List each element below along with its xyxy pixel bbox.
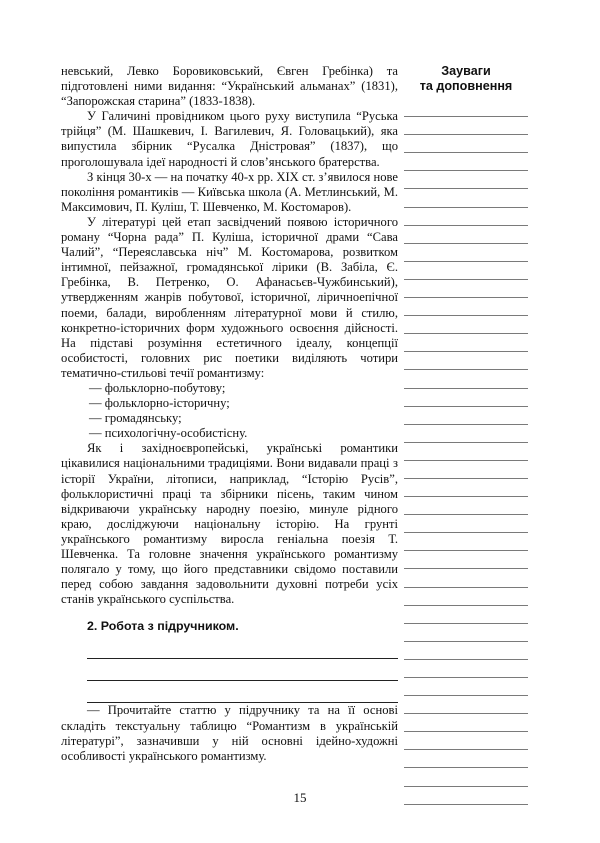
note-line[interactable] <box>404 117 528 135</box>
note-line[interactable] <box>404 135 528 153</box>
note-line[interactable] <box>404 642 528 660</box>
note-line[interactable] <box>404 171 528 189</box>
answer-line[interactable] <box>87 681 398 703</box>
paragraph-5: Як і західноєвропейські, українські романтики цікавилися національними традиціями. Вони видавали праці з історії України, літописи, наприклад, “Історію Русів”, фольклористичні праці та збірники пісень, таким чином відкриваючи українську народну поезію, минуле рідного краю, досліджуючи національну історію. На грунті українського романтизму виросла геніальна поезія Т. Шевченка. Та головне значення українського романтизму полягало у тому, що його представники свідомо поставили перед собою завдання задовольнити духовні потреби усіх станів українського суспільства. <box>61 441 398 607</box>
sidebar-title-line: Зауваги <box>441 64 491 78</box>
list-item: — фольклорно-побутову; <box>89 380 226 395</box>
note-line[interactable] <box>404 226 528 244</box>
paragraph-3: З кінця 30-х — на початку 40-х рр. XIX ст. з’явилося нове покоління романтиків — Київська школа (А. Метлинський, М. Максимович, П. Куліш, Т. Шевченко, М. Костомаров). <box>61 169 398 214</box>
list-item: — фольклорно-історичну; <box>89 396 230 411</box>
paragraph-4: У літературі цей етап засвідчений появою історичного роману “Чорна рада” П. Куліша, історичної драми “Сава Чалий”, “Переяславська ніч” М. Костомарова, розвитком інтимної, пейзажної, громадянської лірики (В. Забіла, Є. Гребінка, В. Петренко, О. Афанасьєв-Чужбинський), утвердженням жанрів побутової, історичної, ліричноепічної поеми, балади, виробленням літературної мови й стилю, конкретно-історичних форм художнього освоєння дійсності. На підставі розуміння естетичного ідеалу, концепції особистості, головних рис поетики виділяють чотири тематично-стильові течії романтизму: <box>61 214 398 380</box>
note-line[interactable] <box>404 606 528 624</box>
section-heading: 2. Робота з підручником. <box>87 619 239 634</box>
note-line[interactable] <box>404 660 528 678</box>
notes-sidebar <box>404 64 528 805</box>
note-line[interactable] <box>404 588 528 606</box>
note-line[interactable] <box>404 714 528 732</box>
paragraph-2: У Галичині провідником цього руху виступила “Руська трійця” (М. Шашкевич, І. Вагилевич, Я. Головацький), яка випустила збірник “Русалка Дністровая” (1837), що проголошувала ідеї народності й слов’янського братерства. <box>61 109 398 169</box>
note-line[interactable] <box>404 533 528 551</box>
note-line[interactable] <box>404 443 528 461</box>
movement-list <box>61 381 398 441</box>
note-line[interactable] <box>404 425 528 443</box>
note-line[interactable] <box>404 515 528 533</box>
note-line[interactable] <box>404 389 528 407</box>
note-line[interactable] <box>404 189 528 207</box>
note-line[interactable] <box>404 768 528 786</box>
note-line[interactable] <box>404 244 528 262</box>
note-line[interactable] <box>404 551 528 569</box>
answer-line[interactable] <box>87 659 398 681</box>
page-number: 15 <box>293 790 307 805</box>
note-line[interactable] <box>404 461 528 479</box>
note-line[interactable] <box>404 732 528 750</box>
note-line[interactable] <box>404 316 528 334</box>
note-line[interactable] <box>404 352 528 370</box>
note-line[interactable] <box>404 334 528 352</box>
note-line[interactable] <box>404 479 528 497</box>
note-line[interactable] <box>404 569 528 587</box>
answer-line[interactable] <box>87 637 398 659</box>
notes-lines[interactable] <box>404 99 528 805</box>
note-line[interactable] <box>404 298 528 316</box>
answer-lines[interactable] <box>87 637 398 703</box>
note-line[interactable] <box>404 624 528 642</box>
note-line[interactable] <box>404 370 528 388</box>
note-line[interactable] <box>404 678 528 696</box>
note-line[interactable] <box>404 262 528 280</box>
main-text-column <box>61 64 398 764</box>
note-line[interactable] <box>404 208 528 226</box>
note-line[interactable] <box>404 407 528 425</box>
note-line[interactable] <box>404 750 528 768</box>
list-item: — громадянську; <box>89 411 182 426</box>
list-item: — психологічну-особистісну. <box>89 426 248 441</box>
note-line[interactable] <box>404 99 528 117</box>
note-line[interactable] <box>404 280 528 298</box>
note-line[interactable] <box>404 497 528 515</box>
sidebar-title-line: та доповнення <box>419 79 513 93</box>
note-line[interactable] <box>404 153 528 171</box>
paragraph-1: невський, Левко Боровиковський, Євген Гребінка) та підготовлені ними видання: “Український альманах” (1831), “Запорожская старина” (1833-1838). <box>61 64 398 109</box>
note-line[interactable] <box>404 696 528 714</box>
sidebar-title <box>404 64 528 94</box>
task-paragraph: — Прочитайте статтю у підручнику та на її основі складіть текстуальну таблицю “Романтизм в українській літературі”, зазначивши у ній основні ідейно-художні особливості українського романтизму. <box>61 703 398 763</box>
